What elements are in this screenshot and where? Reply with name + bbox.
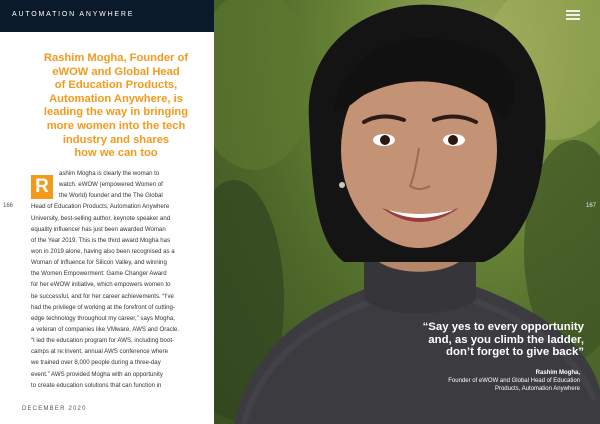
- article-headline: [18, 52, 214, 161]
- body-line: be successful, and for her career achievements. “I’ve: [31, 292, 174, 300]
- headline-line: of Education Products,: [54, 79, 178, 92]
- section-label: AUTOMATION ANYWHERE: [12, 11, 135, 18]
- hamburger-menu-icon[interactable]: [566, 10, 580, 20]
- body-line: University, best-selling author, keynote speaker and: [31, 214, 171, 222]
- body-line: had the privilege of working at the forefront of cutting-: [31, 303, 175, 311]
- body-line: we trained over 8,000 people during a three-day: [31, 359, 161, 367]
- page-number-left: 166: [3, 203, 14, 209]
- header-bar: [0, 0, 214, 32]
- footer-date: DECEMBER 2020: [22, 406, 87, 412]
- headline-line: eWOW and Global Head: [52, 65, 180, 78]
- body-line: won in 2019 alone, having also been recognised as a: [31, 247, 175, 255]
- photo-caption: [380, 369, 580, 393]
- body-line: watch. eWOW (empowered Women of: [59, 181, 163, 189]
- caption-line: Founder of eWOW and Global Head of Education: [448, 378, 580, 384]
- headline-line: how we can too: [74, 147, 158, 160]
- portrait-photo: [214, 0, 600, 424]
- drop-cap: R: [31, 175, 53, 199]
- left-page: [0, 0, 214, 424]
- headline-line: Rashim Mogha, Founder of: [43, 52, 189, 64]
- headline-line: leading the way in bringing: [43, 106, 189, 119]
- quote-line: don’t forget to give back”: [446, 346, 584, 359]
- body-line: event.” AWS provided Mogha with an opportunity: [31, 370, 163, 378]
- pull-quote: [360, 321, 584, 359]
- body-line: “I led the education program for AWS, including boot-: [31, 337, 175, 345]
- quote-line: and, as you climb the ladder,: [428, 333, 584, 346]
- body-line: Woman of Influence for Silicon Valley, and winning: [31, 259, 167, 267]
- body-line: equality influencer has just been awarded Woman: [31, 225, 166, 233]
- body-line: camps at re:Invent, annual AWS conference where: [31, 348, 168, 356]
- body-line: ashim Mogha is clearly the woman to: [59, 170, 160, 177]
- body-line: a veteran of companies like VMware, AWS and Oracle.: [31, 325, 180, 333]
- quote-line: “Say yes to every opportunity: [422, 321, 584, 333]
- body-line: the Women Empowerment: Game Changer Award: [31, 270, 167, 278]
- body-line: edge technology throughout my career,” says Mogha,: [31, 314, 175, 322]
- headline-line: Automation Anywhere, is: [49, 92, 183, 105]
- headline-line: more women into the tech: [46, 119, 186, 132]
- body-line: the World) founder and the The Global: [59, 192, 163, 200]
- body-line: of the Year 2019. This is the third award Mogha has: [31, 236, 171, 244]
- body-line: to create education solutions that can function in: [31, 381, 162, 389]
- headline-line: industry and shares: [62, 133, 170, 146]
- body-line: for her eWOW initiative, which empowers women to: [31, 281, 171, 289]
- page-number-right: 167: [586, 203, 597, 209]
- portrait-illustration: [214, 0, 600, 424]
- caption-line: Products, Automation Anywhere: [494, 386, 580, 392]
- caption-name: Rashim Mogha,: [535, 370, 580, 376]
- body-line: Head of Education Products, Automation Anywhere: [31, 203, 170, 211]
- article-body: [31, 168, 199, 391]
